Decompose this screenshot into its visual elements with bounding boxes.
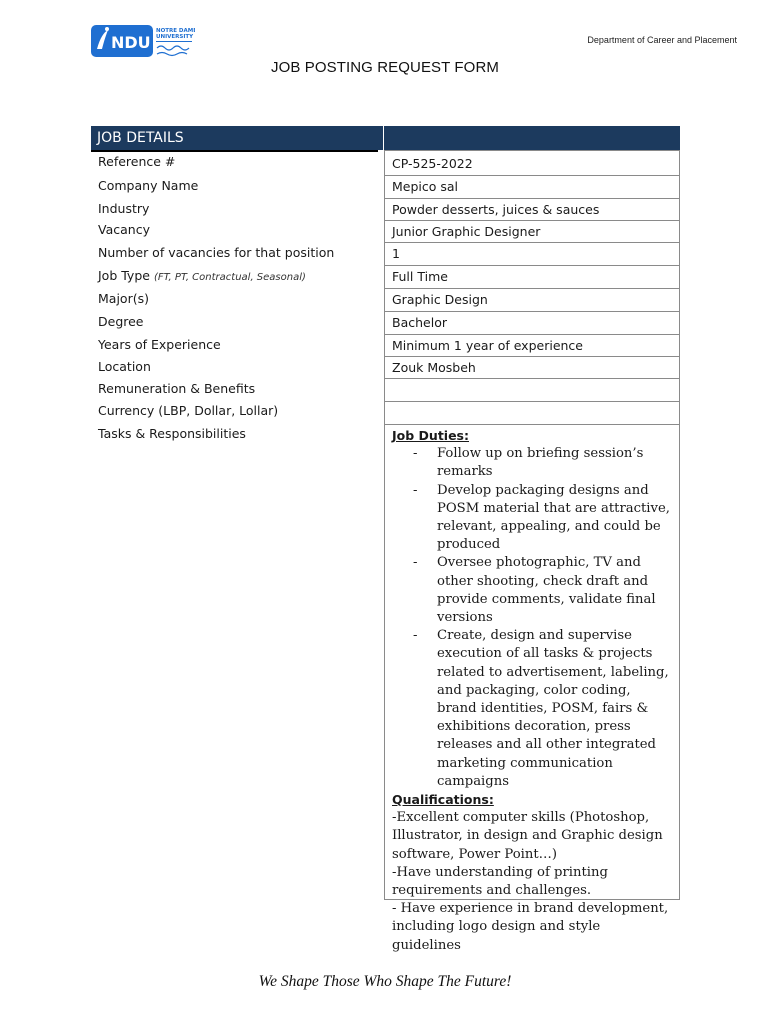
label-degree: Degree	[98, 314, 144, 329]
qualification-item: -Excellent computer skills (Photoshop, Illustrator, in design and Graphic design software, Power Point…)	[392, 810, 663, 862]
list-item: - Follow up on briefing session’s remarks	[413, 446, 644, 480]
value-remuneration-benefits[interactable]	[384, 379, 680, 402]
label-number-of-vacancies: Number of vacancies for that position	[98, 245, 335, 260]
list-item: - Develop packaging designs and POSM material that are attractive, relevant, appealing, and could be produced	[413, 482, 670, 553]
value-reference[interactable]: CP-525-2022	[384, 150, 680, 176]
value-years-of-experience[interactable]: Minimum 1 year of experience	[384, 335, 680, 357]
section-header-right	[384, 126, 680, 150]
label-tasks-responsibilities: Tasks & Responsibilities	[98, 426, 246, 441]
qualification-item: - Have experience in brand development, including logo design and style guidelines	[392, 901, 669, 953]
job-duties-heading: Job Duties:	[392, 428, 469, 443]
value-tasks-responsibilities[interactable]	[384, 425, 680, 953]
value-job-type[interactable]: Full Time	[384, 266, 680, 289]
label-job-type-note: (FT, PT, Contractual, Seasonal)	[153, 272, 306, 283]
qualifications-heading: Qualifications:	[392, 792, 494, 808]
value-degree[interactable]: Bachelor	[384, 312, 680, 335]
department-name: Department of Career and Placement	[587, 35, 737, 45]
value-vacancy[interactable]: Junior Graphic Designer	[384, 221, 680, 243]
form-title: JOB POSTING REQUEST FORM	[271, 59, 499, 76]
label-years-of-experience: Years of Experience	[98, 337, 221, 352]
section-divider	[91, 150, 378, 152]
label-job-type	[98, 268, 306, 283]
label-reference: Reference #	[98, 154, 176, 169]
qualification-item: -Have understanding of printing requirements and challenges.	[392, 864, 608, 899]
list-item: - Create, design and supervise execution of all tasks & projects related to advertisement, labeling, and packaging, color coding, brand identities, POSM, fairs & exhibitions decoration, press releases and all other integrated marketing communication campaigns	[413, 628, 669, 789]
university-logo	[91, 24, 195, 58]
job-duties-list	[392, 445, 673, 791]
label-vacancy: Vacancy	[98, 222, 150, 237]
logo-mark: NDU	[111, 33, 151, 52]
footer-slogan: We Shape Those Who Shape The Future!	[258, 973, 512, 990]
label-company-name: Company Name	[98, 178, 199, 193]
label-location: Location	[98, 359, 151, 374]
value-number-of-vacancies[interactable]: 1	[384, 243, 680, 266]
label-job-type-text: Job Type	[98, 268, 150, 283]
value-majors[interactable]: Graphic Design	[384, 289, 680, 312]
value-location[interactable]: Zouk Mosbeh	[384, 357, 680, 379]
list-item: - Oversee photographic, TV and other shooting, check draft and provide comments, validate final versions	[413, 555, 656, 626]
value-currency[interactable]	[384, 402, 680, 425]
logo-text-line2: UNIVERSITY	[156, 34, 194, 40]
value-company-name[interactable]: Mepico sal	[384, 176, 680, 199]
label-industry: Industry	[98, 201, 150, 216]
label-remuneration-benefits: Remuneration & Benefits	[98, 381, 256, 396]
label-majors: Major(s)	[98, 291, 149, 306]
value-industry[interactable]: Powder desserts, juices & sauces	[384, 199, 680, 221]
logo-text-line1: NOTRE DAME	[156, 28, 195, 34]
label-currency: Currency (LBP, Dollar, Lollar)	[98, 403, 279, 418]
section-title: JOB DETAILS	[91, 126, 383, 150]
